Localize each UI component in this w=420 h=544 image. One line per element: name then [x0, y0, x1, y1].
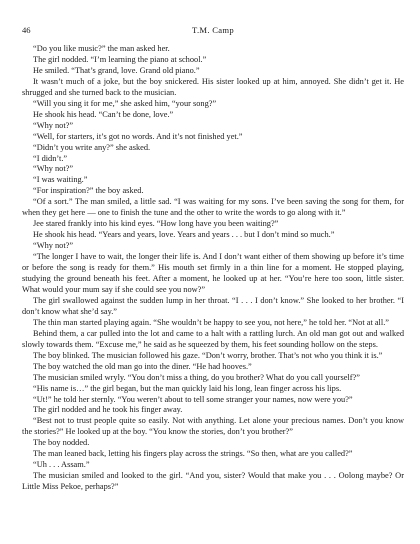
- paragraph: “Best not to trust people quite so easily. Not with anything. Let alone your precious names. Don’t you know the stories?” He looked up at the boy. “You know the stories, don’t you brother?”: [22, 416, 404, 437]
- paragraph: “For inspiration?” the boy asked.: [33, 186, 144, 196]
- paragraph: He shook his head. “Can’t be done, love.”: [33, 109, 174, 119]
- paragraph: “His name is…” the girl began, but the man quickly laid his long, lean finger across his lips.: [33, 383, 342, 393]
- paragraph: “Why not?”: [33, 164, 74, 174]
- paragraph: “I didn’t.”: [33, 153, 68, 163]
- paragraph: Jee stared frankly into his kind eyes. “How long have you been waiting?”: [33, 219, 279, 229]
- paragraph: It wasn’t much of a joke, but the boy snickered. His sister looked up at him, annoyed. She didn’t get it. He shrugged and she turned back to the musician.: [22, 76, 404, 97]
- paragraph: The girl nodded. “I’m learning the piano at school.”: [33, 54, 207, 64]
- paragraph: “I was waiting.”: [33, 175, 88, 185]
- paragraph: The boy blinked. The musician followed his gaze. “Don’t worry, brother. That’s not who you think it is.”: [33, 350, 383, 360]
- paragraph: “Will you sing it for me,” she asked him, “your song?”: [33, 98, 217, 108]
- paragraph: The girl nodded and he took his finger away.: [33, 405, 183, 415]
- page-header: [22, 24, 404, 36]
- paragraph: “Why not?”: [33, 120, 74, 130]
- paragraph: “Ut!” he told her sternly. “You weren’t about to tell some stranger your names, now were you?”: [33, 394, 353, 404]
- paragraph: The musician smiled and looked to the girl. “And you, sister? Would that make you . . . Oolong maybe? Or Little Miss Pekoe, perhaps?”: [22, 471, 404, 492]
- paragraph: The musician smiled wryly. “You don’t miss a thing, do you brother? What do you call yourself?”: [33, 372, 360, 382]
- paragraph: “Well, for starters, it’s got no words. And it’s not finished yet.”: [33, 131, 243, 141]
- paragraph: The man leaned back, letting his fingers play across the strings. “So then, what are you called?”: [33, 449, 353, 459]
- paragraph: He shook his head. “Years and years, love. Years and years . . . but I don’t mind so much.”: [33, 230, 335, 240]
- body-text: [22, 44, 404, 493]
- paragraph: The boy nodded.: [33, 438, 90, 448]
- paragraph: “Of a sort.” The man smiled, a little sad. “I was waiting for my sons. I’ve been saving the song for them, for when they get here — one to finish the tune and the other to write the words to go along with it.”: [22, 197, 404, 218]
- paragraph: Behind them, a car pulled into the lot and came to a halt with a rattling lurch. An old man got out and walked slowly towards them. “Excuse me,” he said as he squeezed by them, his feet sounding hollow on the steps.: [22, 328, 404, 349]
- paragraph: He smiled. “That’s grand, love. Grand old piano.”: [33, 65, 200, 75]
- paragraph: “Do you like music?” the man asked her.: [33, 44, 170, 53]
- paragraph: The girl swallowed against the sudden lump in her throat. “I . . . I don’t know.” She looked to her brother. “I don’t know what she’d say.”: [22, 295, 404, 316]
- paragraph: “Didn’t you write any?” she asked.: [33, 142, 151, 152]
- paragraph: “Uh . . . Assam.”: [33, 460, 90, 470]
- running-head-author: T.M. Camp: [192, 25, 234, 35]
- paragraph: The thin man started playing again. “She wouldn’t be happy to see you, not here,” he told her. “Not at all.”: [33, 317, 389, 327]
- paragraph: “The longer I have to wait, the longer their life is. And I don’t want either of them showing up before it’s time or before the song is ready for them.” His mouth set firmly in a thin line for a moment. He stopped playing, studying the ground beneath his feet. After a moment, he looked up at her. “You’re here too soon, little sister. What would your mum say if she could see you now?”: [22, 252, 404, 294]
- paragraph: The boy watched the old man go into the diner. “He had hooves.”: [33, 361, 252, 371]
- paragraph: “Why not?”: [33, 241, 74, 251]
- page-number: 46: [22, 25, 31, 35]
